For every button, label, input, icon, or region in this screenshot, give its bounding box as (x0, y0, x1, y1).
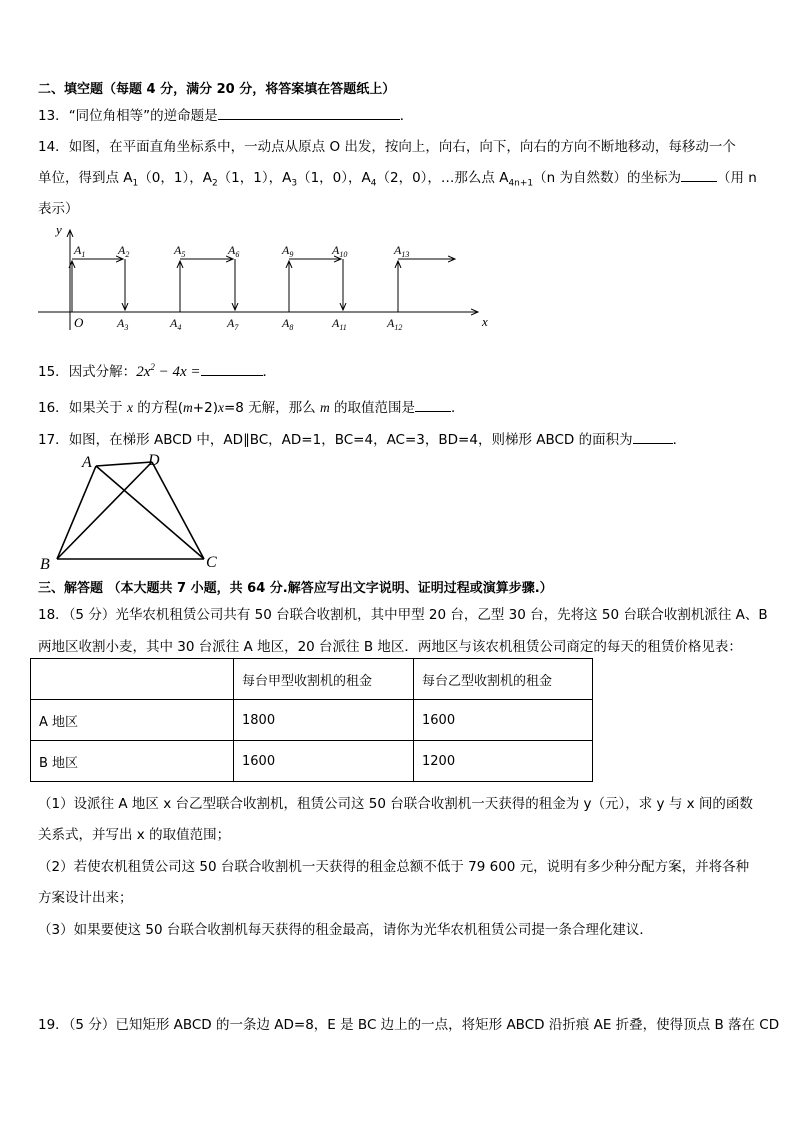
label-a8: $A_8$ (282, 316, 294, 332)
q18-line1 (38, 603, 768, 623)
vertex-d: D (148, 452, 160, 469)
q14-coord-2: （1，1），A (217, 170, 292, 186)
question-13 (38, 104, 413, 124)
origin-label: O (74, 315, 84, 330)
q15-end: ． (262, 364, 277, 380)
diagonal-bd (57, 462, 152, 559)
q16-var-x2: x (217, 400, 224, 415)
top-point-labels (73, 243, 409, 259)
label-a3: $A_3$ (117, 316, 129, 332)
q19-text: （5 分）已知矩形 ABCD 的一条边 AD=8，E 是 BC 边上的一点，将矩形 ABCD 沿折痕 AE 折叠，使得顶点 B 落在 CD (68, 1017, 780, 1033)
q14-answer-blank[interactable] (681, 169, 717, 182)
q14-sub-2: 2 (211, 178, 218, 189)
q18-part3: （3）如果要使这 50 台联合收割机每天获得的租金最高，请你为光华农机租赁公司提一条合理化建议． (38, 922, 653, 938)
question-17 (38, 428, 686, 448)
q18-part1-line1: （1）设派往 A 地区 x 台乙型联合收割机，租赁公司这 50 台联合收割机一天获得的租金为 y（元），求 y 与 x 间的函数 (38, 796, 753, 812)
label-a11: $A_{11}$ (332, 316, 347, 332)
label-a5: $A_5$ (174, 243, 186, 259)
q17-trapezoid-figure (30, 450, 230, 575)
label-a7: $A_7$ (227, 316, 239, 332)
table-cell: A 地区 (31, 700, 234, 741)
table-row (31, 741, 593, 782)
table-cell: 1200 (414, 741, 593, 782)
section-3-title: 三、解答题 （本大题共 7 小题，共 64 分.解答应写出文字说明、证明过程或演算步骤.） (38, 581, 553, 596)
q15-text: 因式分解： (68, 364, 137, 380)
q14-coord-1: （0，1），A (138, 170, 212, 186)
q18-part1-line2: 关系式，并写出 x 的取值范围； (38, 827, 231, 843)
table-row (31, 700, 593, 741)
q16-var-m: m (183, 400, 193, 415)
q14-coord-5: （n 为自然数）的坐标为 (533, 170, 682, 186)
table-header-row (31, 659, 593, 700)
table-cell: 1600 (234, 741, 414, 782)
q16-var-m2: m (319, 400, 330, 415)
q14-text-1: 如图，在平面直角坐标系中，一动点从原点 O 出发，按向上，向右，向下，向右的方向不断地移动，每移动一个 (68, 139, 736, 155)
section-2-title: 二、填空题（每题 4 分，满分 20 分，将答案填在答题纸上） (38, 82, 396, 97)
label-a2: $A_2$ (118, 243, 130, 259)
q14-line3: 表示） (38, 201, 79, 217)
side-ab (57, 466, 96, 559)
vertex-a: A (82, 454, 92, 471)
q14-sub-1: 1 (132, 178, 139, 189)
q16-text-d: =8 无解，那么 (223, 400, 320, 416)
axis-label-x: x (482, 314, 488, 329)
q15-answer-blank[interactable] (201, 363, 263, 376)
question-19 (38, 1013, 779, 1033)
q19-number: 19． (38, 1017, 69, 1033)
table-cell: B 地区 (31, 741, 234, 782)
table-cell: 1600 (414, 700, 593, 741)
vertex-b: B (40, 556, 50, 573)
label-a9: $A_9$ (282, 243, 294, 259)
q15-expr-a: 2x (136, 364, 151, 380)
vertex-c: C (206, 554, 217, 571)
side-dc (152, 462, 204, 559)
q16-answer-blank[interactable] (415, 399, 451, 412)
q13-number: 13． (38, 108, 69, 124)
q14-sub-4n1: 4n+1 (508, 178, 534, 189)
q14-coord-3: （1，0），A (297, 170, 371, 186)
table-cell: 1800 (234, 700, 414, 741)
question-16 (38, 396, 465, 416)
q16-text-e: 的取值范围是 (329, 400, 415, 416)
side-ad (96, 462, 152, 466)
q14-sub-3: 3 (291, 178, 298, 189)
table-header-cell: 每台乙型收割机的租金 (414, 659, 593, 700)
label-a10: $A_{10}$ (332, 243, 348, 259)
q18-line2: 两地区收割小麦，其中 30 台派往 A 地区，20 台派往 B 地区．两地区与该农机租赁公司商定的每天的租赁价格见表： (38, 639, 742, 655)
q17-text: 如图，在梯形 ABCD 中，AD∥BC，AD=1，BC=4，AC=3，BD=4，则梯形 ABCD 的面积为 (68, 432, 633, 448)
label-a13: $A_{13}$ (394, 243, 410, 259)
label-a12: $A_{12}$ (387, 316, 403, 332)
label-a4: $A_4$ (170, 316, 182, 332)
diagonal-ac (96, 466, 204, 559)
q18-part2-line2: 方案设计出来； (38, 890, 133, 906)
q17-end: ． (672, 432, 687, 448)
q15-expression (136, 364, 200, 380)
q14-number: 14． (38, 139, 69, 155)
q16-text-b: 的方程( (132, 400, 184, 416)
q14-figure (0, 220, 794, 340)
q18-number: 18． (38, 607, 69, 623)
q14-text-2end: （用 n (717, 170, 757, 186)
label-a1: $A_1$ (74, 243, 86, 259)
q16-end: ． (451, 400, 465, 416)
question-15 (38, 360, 276, 381)
q14-line1 (38, 135, 736, 155)
q14-sub-4: 4 (370, 178, 377, 189)
q14-line2 (38, 166, 757, 189)
label-a6: $A_6$ (228, 243, 240, 259)
q16-var-x: x (126, 400, 133, 415)
q18-part2-line1: （2）若使农机租赁公司这 50 台联合收割机一天获得的租金总额不低于 79 600 元，说明有多少种分配方案，并将各种 (38, 859, 750, 875)
bottom-point-labels (116, 316, 402, 332)
table-header-cell: 每台甲型收割机的租金 (234, 659, 414, 700)
q13-text: “同位角相等”的逆命题是 (68, 108, 218, 124)
q14-coord-4: （2，0），…那么点 A (376, 170, 509, 186)
q18-text-1: （5 分）光华农机租赁公司共有 50 台联合收割机，其中甲型 20 台，乙型 30 台，先将这 50 台联合收割机派往 A、B (68, 607, 768, 623)
q15-number: 15． (38, 364, 69, 380)
q17-number: 17． (38, 432, 69, 448)
q13-end: ． (399, 108, 414, 124)
q13-answer-blank[interactable] (218, 107, 400, 120)
q17-answer-blank[interactable] (633, 431, 673, 444)
q16-number: 16． (38, 400, 69, 416)
axis-label-y: y (56, 222, 62, 237)
q15-exponent: 2 (150, 362, 155, 372)
q14-text-2a: 单位，得到点 A (38, 170, 133, 186)
q15-expr-b: − 4x = (154, 364, 201, 380)
rental-price-table (30, 658, 593, 782)
q16-text-a: 如果关于 (68, 400, 127, 416)
table-header-cell (31, 659, 234, 700)
q16-text-c: +2) (192, 400, 218, 416)
